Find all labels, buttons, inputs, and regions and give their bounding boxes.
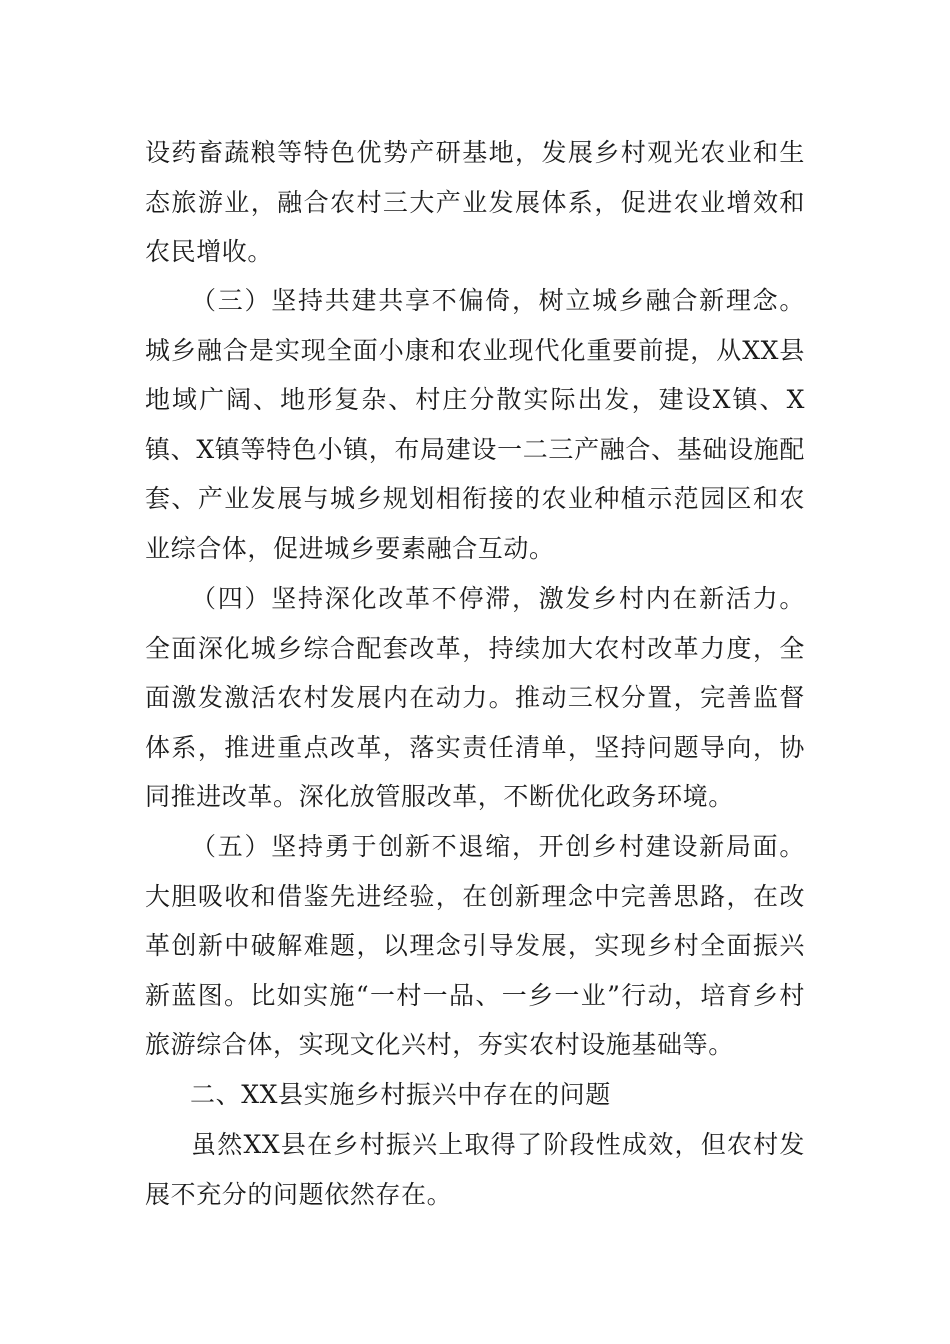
paragraph-continuation: 设药畜蔬粮等特色优势产研基地，发展乡村观光农业和生态旅游业，融合农村三大产业发展体系，促进农业增效和农民增收。: [145, 138, 805, 267]
paragraph-section-five: （五）坚持勇于创新不退缩，开创乡村建设新局面。大胆吸收和借鉴先进经验，在创新理念中完善思路，在改革创新中破解难题，以理念引导发展，实现乡村全面振兴新蓝图。比如实施“一村一品、一乡一业”行动，培育乡村旅游综合体，实现文化兴村，夯实农村设施基础等。: [145, 832, 805, 1060]
paragraph-section-three: （三）坚持共建共享不偏倚，树立城乡融合新理念。城乡融合是实现全面小康和农业现代化重要前提，从XX县地域广阔、地形复杂、村庄分散实际出发，建设X镇、X镇、X镇等特色小镇，布局建设一二三产融合、基础设施配套、产业发展与城乡规划相衔接的农业种植示范园区和农业综合体，促进城乡要素融合互动。: [145, 286, 805, 563]
paragraph-closing: 虽然XX县在乡村振兴上取得了阶段性成效，但农村发展不充分的问题依然存在。: [145, 1130, 805, 1209]
section-heading: 二、XX县实施乡村振兴中存在的问题: [190, 1080, 611, 1109]
paragraph-section-four: （四）坚持深化改革不停滞，激发乡村内在新活力。全面深化城乡综合配套改革，持续加大农村改革力度，全面激发激活农村发展内在动力。推动三权分置，完善监督体系，推进重点改革，落实责任清单，坚持问题导向，协同推进改革。深化放管服改革，不断优化政务环境。: [145, 584, 805, 812]
